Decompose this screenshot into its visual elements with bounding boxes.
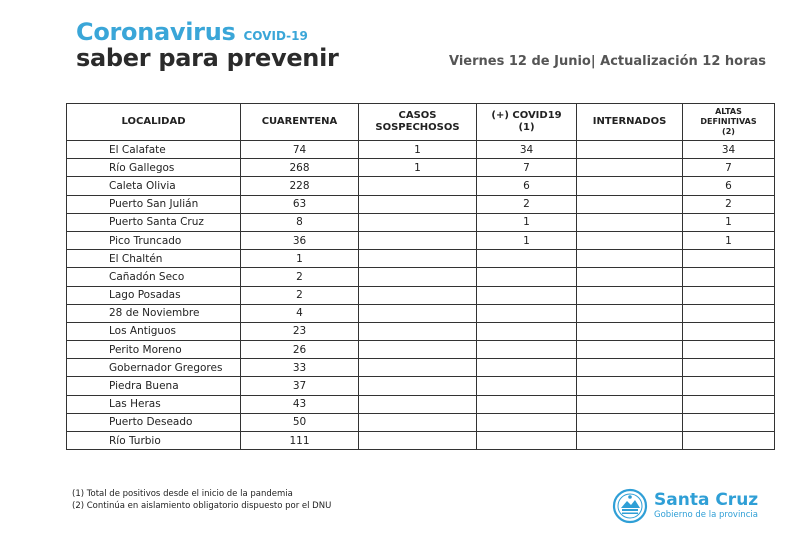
table-row — [67, 250, 775, 268]
logo-text — [654, 491, 758, 521]
table-row — [67, 286, 775, 304]
table-row — [67, 322, 775, 340]
cell-casos-sospechosos — [359, 195, 477, 213]
cell-covid19 — [477, 377, 577, 395]
cell-cuarentena: 8 — [241, 213, 359, 231]
cell-localidad: El Calafate — [67, 141, 241, 159]
header-internados: INTERNADOS — [577, 104, 683, 141]
cell-localidad: Los Antiguos — [67, 322, 241, 340]
cell-cuarentena: 2 — [241, 268, 359, 286]
cell-casos-sospechosos — [359, 359, 477, 377]
cell-casos-sospechosos — [359, 286, 477, 304]
cell-altas-definitivas: 6 — [683, 177, 775, 195]
cell-casos-sospechosos — [359, 413, 477, 431]
cell-internados — [577, 377, 683, 395]
table-row — [67, 377, 775, 395]
cell-casos-sospechosos — [359, 250, 477, 268]
cell-altas-definitivas — [683, 359, 775, 377]
cell-covid19: 2 — [477, 195, 577, 213]
logo-name: Santa Cruz — [654, 490, 759, 510]
cell-cuarentena: 36 — [241, 231, 359, 249]
footnotes — [72, 488, 331, 512]
cell-internados — [577, 341, 683, 359]
cell-localidad: Puerto Santa Cruz — [67, 213, 241, 231]
cell-casos-sospechosos — [359, 341, 477, 359]
header-altas-definitivas: ALTAS DEFINITIVAS (2) — [683, 104, 775, 141]
cell-cuarentena: 228 — [241, 177, 359, 195]
cell-casos-sospechosos — [359, 432, 477, 450]
cell-internados — [577, 231, 683, 249]
cell-altas-definitivas: 2 — [683, 195, 775, 213]
cell-covid19 — [477, 322, 577, 340]
table-body — [67, 141, 775, 450]
cell-internados — [577, 322, 683, 340]
header-cuarentena: CUARENTENA — [241, 104, 359, 141]
cell-altas-definitivas — [683, 377, 775, 395]
cell-internados — [577, 177, 683, 195]
cell-casos-sospechosos — [359, 268, 477, 286]
cell-covid19 — [477, 413, 577, 431]
cell-covid19: 6 — [477, 177, 577, 195]
cell-localidad: Puerto San Julián — [67, 195, 241, 213]
cell-cuarentena: 1 — [241, 250, 359, 268]
cell-internados — [577, 250, 683, 268]
date-update-line: Viernes 12 de Junio| Actualización 12 horas — [449, 54, 766, 69]
cell-internados — [577, 286, 683, 304]
cell-casos-sospechosos — [359, 322, 477, 340]
header-localidad: LOCALIDAD — [67, 104, 241, 141]
cell-localidad: Perito Moreno — [67, 341, 241, 359]
cell-cuarentena: 74 — [241, 141, 359, 159]
cell-covid19 — [477, 341, 577, 359]
table-row — [67, 432, 775, 450]
table-row — [67, 304, 775, 322]
cell-cuarentena: 2 — [241, 286, 359, 304]
table-row — [67, 341, 775, 359]
cell-internados — [577, 432, 683, 450]
cell-localidad: El Chaltén — [67, 250, 241, 268]
slogan: saber para prevenir — [76, 44, 339, 72]
cell-altas-definitivas — [683, 268, 775, 286]
cell-localidad: Lago Posadas — [67, 286, 241, 304]
header-covid19: (+) COVID19 (1) — [477, 104, 577, 141]
cell-covid19: 1 — [477, 231, 577, 249]
table-row — [67, 159, 775, 177]
cell-altas-definitivas — [683, 304, 775, 322]
table-row — [67, 231, 775, 249]
cell-casos-sospechosos — [359, 177, 477, 195]
cell-localidad: Río Turbio — [67, 432, 241, 450]
header-casos-sospechosos: CASOS SOSPECHOSOS — [359, 104, 477, 141]
cell-internados — [577, 213, 683, 231]
cell-internados — [577, 195, 683, 213]
cell-casos-sospechosos: 1 — [359, 159, 477, 177]
cell-cuarentena: 268 — [241, 159, 359, 177]
cases-table — [66, 103, 775, 450]
cell-localidad: Las Heras — [67, 395, 241, 413]
cell-altas-definitivas — [683, 395, 775, 413]
cell-covid19: 7 — [477, 159, 577, 177]
cell-covid19 — [477, 250, 577, 268]
cell-altas-definitivas — [683, 322, 775, 340]
cell-localidad: Pico Truncado — [67, 231, 241, 249]
cell-casos-sospechosos: 1 — [359, 141, 477, 159]
cell-altas-definitivas: 1 — [683, 213, 775, 231]
cell-cuarentena: 4 — [241, 304, 359, 322]
cell-covid19 — [477, 432, 577, 450]
cell-cuarentena: 50 — [241, 413, 359, 431]
table-row — [67, 395, 775, 413]
cell-localidad: Piedra Buena — [67, 377, 241, 395]
logo-tagline: Gobierno de la provincia — [654, 510, 758, 520]
title-line — [76, 18, 339, 46]
cell-altas-definitivas — [683, 413, 775, 431]
table-row — [67, 413, 775, 431]
cell-covid19 — [477, 395, 577, 413]
footnote-1: (1) Total de positivos desde el inicio de la pandemia — [72, 489, 293, 499]
cell-localidad: Río Gallegos — [67, 159, 241, 177]
cell-covid19 — [477, 268, 577, 286]
cell-altas-definitivas — [683, 432, 775, 450]
cell-cuarentena: 111 — [241, 432, 359, 450]
cell-casos-sospechosos — [359, 213, 477, 231]
table-row — [67, 359, 775, 377]
cell-altas-definitivas: 34 — [683, 141, 775, 159]
santa-cruz-logo — [612, 488, 758, 524]
cell-localidad: Gobernador Gregores — [67, 359, 241, 377]
cell-cuarentena: 33 — [241, 359, 359, 377]
cell-altas-definitivas: 7 — [683, 159, 775, 177]
cell-altas-definitivas — [683, 341, 775, 359]
cell-casos-sospechosos — [359, 304, 477, 322]
cell-cuarentena: 23 — [241, 322, 359, 340]
cell-cuarentena: 63 — [241, 195, 359, 213]
cell-localidad: Puerto Deseado — [67, 413, 241, 431]
table-row — [67, 195, 775, 213]
table-row — [67, 141, 775, 159]
cell-cuarentena: 37 — [241, 377, 359, 395]
cell-localidad: 28 de Noviembre — [67, 304, 241, 322]
page-title: Coronavirus — [76, 18, 236, 46]
cell-covid19 — [477, 359, 577, 377]
cell-internados — [577, 413, 683, 431]
table-row — [67, 177, 775, 195]
footnote-2: (2) Continúa en aislamiento obligatorio dispuesto por el DNU — [72, 501, 332, 511]
cell-casos-sospechosos — [359, 377, 477, 395]
cell-altas-definitivas — [683, 250, 775, 268]
cell-casos-sospechosos — [359, 231, 477, 249]
cell-internados — [577, 359, 683, 377]
cell-localidad: Cañadón Seco — [67, 268, 241, 286]
table-row — [67, 213, 775, 231]
page-subtitle: COVID-19 — [243, 29, 308, 43]
cell-internados — [577, 141, 683, 159]
cell-localidad: Caleta Olivia — [67, 177, 241, 195]
cell-covid19 — [477, 286, 577, 304]
cell-covid19: 34 — [477, 141, 577, 159]
cell-covid19 — [477, 304, 577, 322]
cell-internados — [577, 304, 683, 322]
header — [76, 18, 339, 72]
cell-altas-definitivas — [683, 286, 775, 304]
cell-internados — [577, 268, 683, 286]
santa-cruz-emblem-icon — [612, 488, 648, 524]
table-row — [67, 268, 775, 286]
cell-internados — [577, 395, 683, 413]
cell-cuarentena: 43 — [241, 395, 359, 413]
table-header-row — [67, 104, 775, 141]
cell-casos-sospechosos — [359, 395, 477, 413]
cell-covid19: 1 — [477, 213, 577, 231]
cell-cuarentena: 26 — [241, 341, 359, 359]
cell-internados — [577, 159, 683, 177]
cell-altas-definitivas: 1 — [683, 231, 775, 249]
